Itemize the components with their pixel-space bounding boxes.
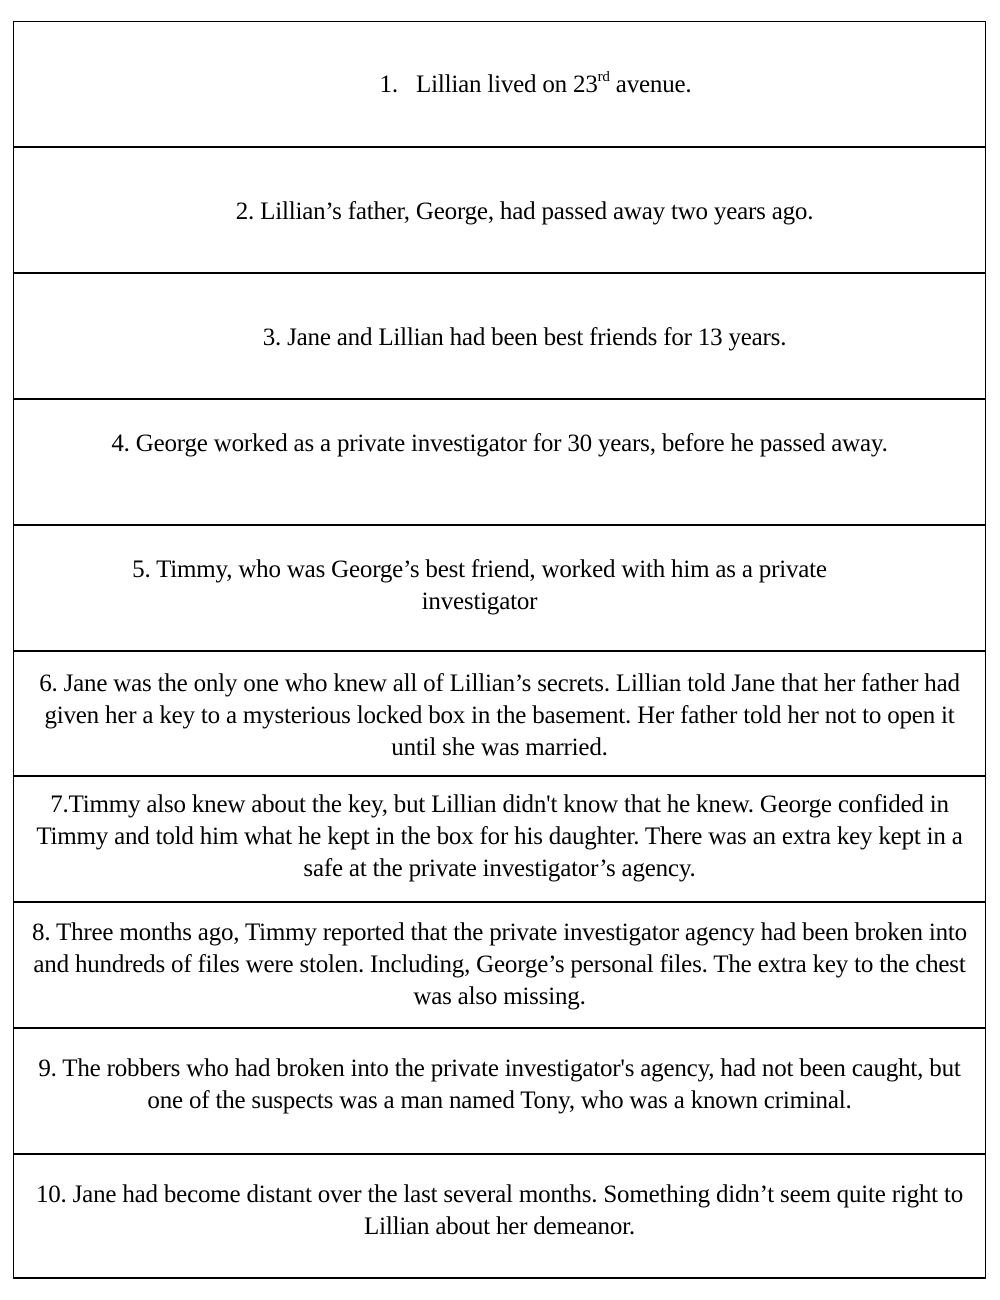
- clue-card-3: [14, 272, 985, 399]
- clue-card-8-text: 8. Three months ago, Timmy reported that the private investigator agency had been broken into and hundreds of files were stolen. Including, George’s personal files. The extra key to the chest was also missing.: [32, 919, 967, 1010]
- clue-card-6-text: 6. Jane was the only one who knew all of Lillian’s secrets. Lillian told Jane that her father had given her a key to a mysterious locked box in the basement. Her father told her not to open it until she was married.: [39, 670, 960, 761]
- clue-card-1: [14, 22, 985, 148]
- clue-card-3-text: 3. Jane and Lillian had been best friends for 13 years.: [262, 324, 787, 351]
- clue-card-7: [14, 775, 985, 902]
- clue-card-1-text-before: Lillian lived on 23: [416, 71, 598, 98]
- clue-cards-table: [13, 21, 986, 1279]
- clue-card-4: [14, 398, 985, 525]
- clue-card-1-text: [14, 69, 1000, 101]
- clue-card-5-text: 5. Timmy, who was George’s best friend, worked with him as a private investigator: [132, 556, 827, 615]
- clue-card-10: [14, 1153, 985, 1280]
- clue-card-8: [14, 901, 985, 1028]
- clue-card-4-text: 4. George worked as a private investigator for 30 years, before he passed away.: [111, 430, 888, 457]
- clue-card-1-text-after: avenue.: [609, 71, 692, 98]
- clue-card-2-text: 2. Lillian’s father, George, had passed away two years ago.: [235, 198, 814, 225]
- clue-card-6: [14, 650, 985, 776]
- clue-card-1-superscript: rd: [597, 68, 610, 85]
- clue-card-1-number: 1.: [379, 71, 398, 98]
- clue-card-5: [14, 524, 985, 651]
- clue-card-10-text: 10. Jane had become distant over the last several months. Something didn’t seem quite right to Lillian about her demeanor.: [35, 1181, 964, 1240]
- clue-card-2: [14, 146, 985, 273]
- clue-card-9: [14, 1027, 985, 1154]
- clue-card-7-text: 7.Timmy also knew about the key, but Lillian didn't know that he knew. George confided in Timmy and told him what he kept in the box for his daughter. There was an extra key kept in a safe at the private investigator’s agency.: [36, 791, 963, 882]
- clue-card-9-text: 9. The robbers who had broken into the private investigator's agency, had not been caught, but one of the suspects was a man named Tony, who was a known criminal.: [38, 1055, 961, 1114]
